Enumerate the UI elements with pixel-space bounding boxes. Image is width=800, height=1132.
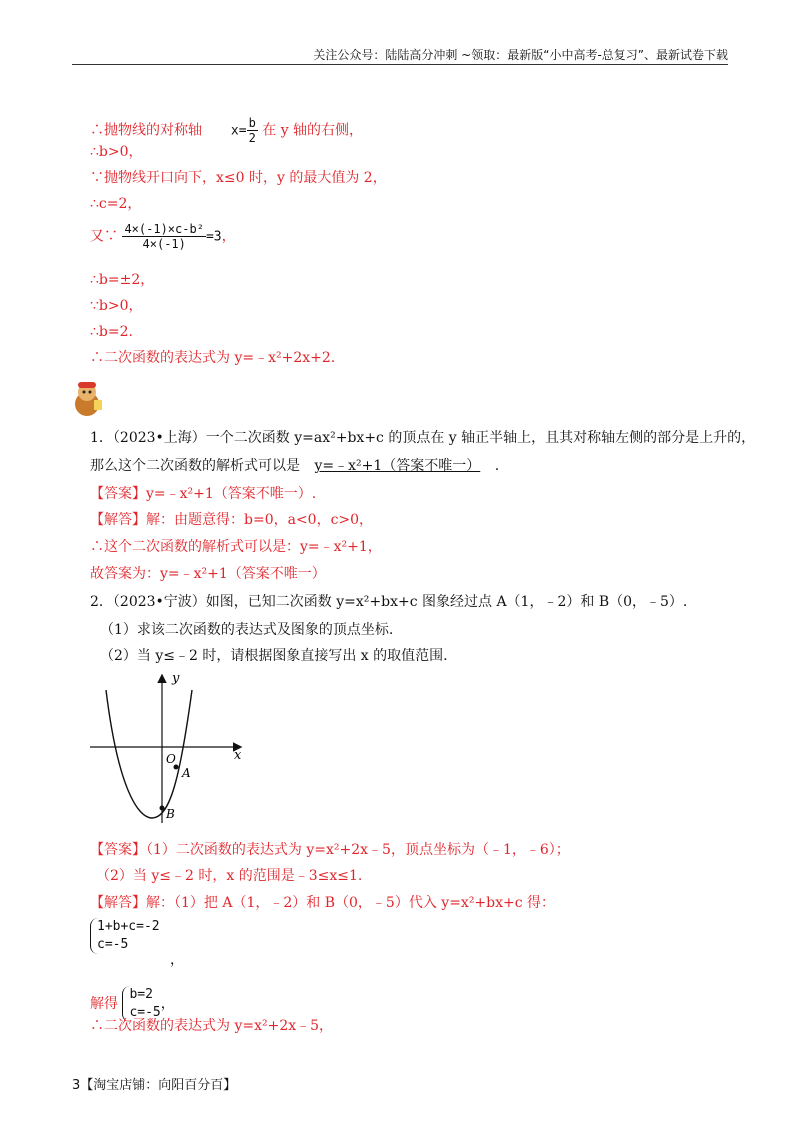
line-b-pm-2: ∴b=±2， xyxy=(90,272,155,288)
text: ∴抛物线的对称轴 xyxy=(90,122,202,139)
sys1-comma: ， xyxy=(170,952,184,968)
parabola-graph xyxy=(88,668,258,828)
q2-answer-1: 【答案】（1）二次函数的表达式为 y=x²+2x﹣5，顶点坐标为（﹣1，﹣6）； xyxy=(90,842,570,858)
line-expression: ∴二次函数的表达式为 y=﹣x²+2x+2. xyxy=(90,350,336,366)
system-of-equations-1: 1+b+c=-2 c=-5 xyxy=(90,918,160,954)
q2-solution-1: 【解答】解：（1）把 A（1，﹣2）和 B（0，﹣5）代入 y=x²+bx+c 得： xyxy=(90,895,556,911)
q2-stem: 2．（2023•宁波）如图，已知二次函数 y=x²+bx+c 图象经过点 A（1，﹣2）和 B（0，﹣5）. xyxy=(90,594,688,610)
point-b-marker xyxy=(160,806,165,811)
point-b-label: B xyxy=(166,807,175,821)
y-axis-label: y xyxy=(172,671,180,686)
mascot-icon xyxy=(70,378,104,418)
line-opens-down: ∵抛物线开口向下，x≤0 时，y 的最大值为 2， xyxy=(90,170,387,186)
q2-part2: （2）当 y≤﹣2 时，请根据图象直接写出 x 的取值范围. xyxy=(100,648,448,664)
q2-final: ∴二次函数的表达式为 y=x²+2x﹣5， xyxy=(90,1018,334,1034)
text: 在 y 轴的右侧， xyxy=(262,122,364,139)
line-vertex-formula: 又∵ $\frac{\text{4×(-1)×c-b²}}{4\times(-1)}$ =3， xyxy=(90,222,236,251)
solve-system-2: 解得 b=2 c=-5 ， xyxy=(90,987,175,1020)
formula-x: x= xyxy=(230,123,247,139)
point-a-label: A xyxy=(182,766,191,780)
line-b-positive: ∴b>0， xyxy=(90,144,143,160)
q2-part1: （1）求该二次函数的表达式及图象的顶点坐标. xyxy=(100,622,394,638)
x-axis-label: x xyxy=(234,748,242,763)
page-header xyxy=(72,44,728,65)
q1-solution-2: ∴这个二次函数的解析式可以是：y=﹣x²+1， xyxy=(90,539,382,555)
line-axis-of-symmetry xyxy=(90,116,363,145)
q1-blank-answer: y=﹣x²+1（答案不唯一） xyxy=(314,458,481,474)
q1-answer: 【答案】y=﹣x²+1（答案不唯一）. xyxy=(90,486,317,502)
parabola-curve xyxy=(106,690,192,818)
q1-stem-b: 那么这个二次函数的解析式可以是 y=﹣x²+1（答案不唯一） . xyxy=(90,458,500,474)
origin-label: O xyxy=(166,752,176,766)
q1-solution-1: 【解答】解：由题意得：b=0，a<0，c>0， xyxy=(90,512,374,528)
page-footer: 3【淘宝店铺：向阳百分百】 xyxy=(72,1078,237,1093)
q1-stem-a: 1．（2023•上海）一个二次函数 y=ax²+bx+c 的顶点在 y 轴正半轴上，且其对称轴左侧的部分是上升的， xyxy=(90,430,756,446)
header-text: 关注公众号：陆陆高分冲刺 ~领取：最新版“小中高考-总复习”、最新试卷下载 xyxy=(313,48,728,62)
q2-answer-2: （2）当 y≤﹣2 时，x 的范围是﹣3≤x≤1. xyxy=(96,868,363,884)
line-b-equals-2: ∴b=2. xyxy=(90,324,133,340)
fraction-vertex: $\frac{\text{4×(-1)×c-b²}}{4\times(-1)}$ xyxy=(124,222,204,251)
fraction-b-over-2: $\frac{b}{2}$ xyxy=(248,116,256,145)
q1-solution-3: 故答案为：y=﹣x²+1（答案不唯一） xyxy=(90,566,326,582)
line-c-equals-2: ∴c=2， xyxy=(90,196,142,212)
line-b-positive-2: ∵b>0， xyxy=(90,298,143,314)
